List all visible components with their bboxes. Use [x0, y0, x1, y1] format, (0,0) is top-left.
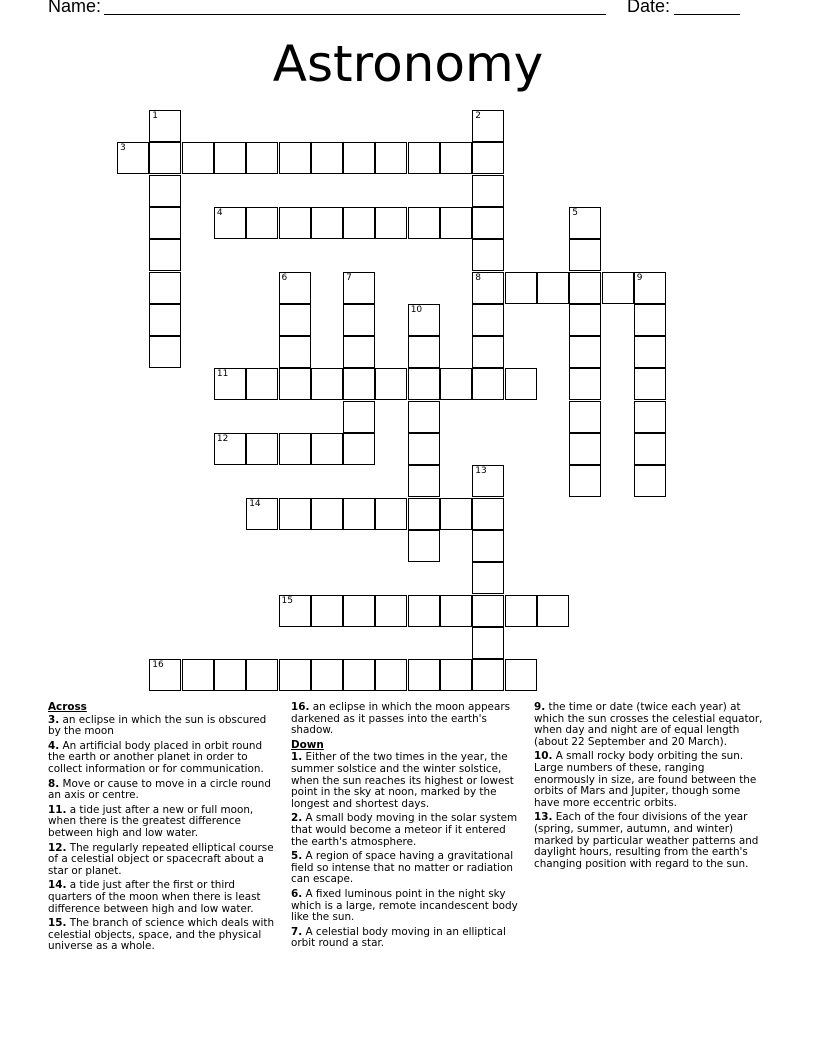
- grid-cell[interactable]: [279, 304, 311, 336]
- grid-cell[interactable]: [472, 304, 504, 336]
- grid-cell[interactable]: [279, 272, 311, 304]
- clue-down-9: 9. the time or date (twice each year) at which the sun crosses the celestial equator, when day and night are of equal length (about 22 September and 20 March).: [534, 701, 763, 748]
- clue-number: 3: [120, 143, 126, 154]
- clue-across-12: 12. The regularly repeated elliptical course of a celestial object or spacecraft about a star or planet.: [48, 841, 274, 877]
- grid-cell[interactable]: [149, 175, 181, 207]
- clue-number: 12: [216, 434, 229, 444]
- clue-down-7: 7. A celestial body moving in an elliptical orbit round a star.: [291, 925, 506, 950]
- grid-cell[interactable]: [408, 433, 440, 465]
- grid-cell[interactable]: [634, 465, 666, 497]
- grid-cell[interactable]: [408, 595, 440, 627]
- grid-cell[interactable]: [472, 562, 504, 594]
- grid-cell[interactable]: [408, 659, 440, 691]
- clue-number: 14: [249, 498, 261, 509]
- grid-cell[interactable]: [472, 272, 504, 304]
- grid-cell[interactable]: [246, 368, 278, 400]
- grid-cell[interactable]: [408, 465, 440, 497]
- grid-cell[interactable]: [408, 498, 440, 530]
- grid-cell[interactable]: [311, 595, 343, 627]
- clue-number: 8: [475, 272, 482, 283]
- grid-cell[interactable]: [246, 142, 278, 174]
- grid-cell[interactable]: [472, 110, 504, 142]
- grid-cell[interactable]: [149, 336, 181, 368]
- clue-across-4: 4. An artificial body placed in orbit round the earth or another planet in order to collect information or for communication.: [48, 739, 264, 775]
- grid-cell[interactable]: [375, 595, 407, 627]
- page-title: Astronomy: [272, 35, 544, 93]
- grid-cell[interactable]: [472, 659, 504, 691]
- grid-cell[interactable]: [311, 433, 343, 465]
- clue-number: 2: [475, 111, 482, 121]
- grid-cell[interactable]: [408, 368, 440, 400]
- grid-cell[interactable]: [634, 272, 666, 304]
- grid-cell[interactable]: [472, 498, 504, 530]
- grid-cell[interactable]: [569, 433, 601, 465]
- clue-across-3: 3. an eclipse in which the sun is obscured by the moon: [48, 713, 267, 738]
- clue-number: 9: [636, 272, 643, 283]
- clue-number: 16: [152, 660, 164, 671]
- grid-cell[interactable]: [343, 304, 375, 336]
- clue-number: 7: [346, 272, 352, 283]
- grid-cell[interactable]: [279, 498, 311, 530]
- grid-cell[interactable]: [311, 498, 343, 530]
- clue-down-10: 10. A small rocky body orbiting the sun. Large numbers of these, ranging enormously in size, are found between the orbits of Mars and Jupiter, though some have more eccentric orbits.: [534, 750, 757, 809]
- grid-cell[interactable]: [246, 659, 278, 691]
- grid-cell[interactable]: [472, 595, 504, 627]
- clue-number: 1: [152, 111, 159, 121]
- grid-cell[interactable]: [569, 336, 601, 368]
- grid-cell[interactable]: [375, 498, 407, 530]
- grid-cell[interactable]: [343, 272, 375, 304]
- grid-cell[interactable]: [343, 336, 375, 368]
- grid-cell[interactable]: [214, 368, 246, 400]
- grid-cell[interactable]: [343, 595, 375, 627]
- grid-cell[interactable]: [311, 368, 343, 400]
- grid-cell[interactable]: [634, 304, 666, 336]
- clue-across-11: 11. a tide just after a new or full moon, when there is the greatest difference between high and low water.: [48, 803, 254, 839]
- grid-cell[interactable]: [408, 401, 440, 433]
- grid-cell[interactable]: [149, 110, 181, 142]
- grid-cell[interactable]: [472, 142, 504, 174]
- grid-cell[interactable]: [472, 368, 504, 400]
- grid-cell[interactable]: [537, 272, 569, 304]
- grid-cell[interactable]: [279, 433, 311, 465]
- grid-cell[interactable]: [505, 659, 537, 691]
- grid-cell[interactable]: [440, 595, 472, 627]
- grid-cell[interactable]: [279, 207, 311, 239]
- grid-cell[interactable]: [472, 627, 504, 659]
- grid-cell[interactable]: [246, 433, 278, 465]
- grid-cell[interactable]: [440, 207, 472, 239]
- grid-cell[interactable]: [440, 142, 472, 174]
- clue-column-1: [48, 702, 280, 956]
- clue-column-2: [291, 702, 523, 953]
- grid-cell[interactable]: [505, 368, 537, 400]
- grid-cell[interactable]: [149, 304, 181, 336]
- grid-cell[interactable]: [472, 239, 504, 271]
- clue-number: 15: [281, 595, 293, 606]
- grid-cell[interactable]: [408, 336, 440, 368]
- grid-cell[interactable]: [375, 207, 407, 239]
- grid-cell[interactable]: [311, 207, 343, 239]
- grid-cell[interactable]: [472, 207, 504, 239]
- grid-cell[interactable]: [440, 659, 472, 691]
- clue-number: 13: [475, 466, 487, 477]
- grid-cell[interactable]: [408, 530, 440, 562]
- clue-number: 10: [410, 304, 423, 315]
- grid-cell[interactable]: [279, 142, 311, 174]
- grid-cell[interactable]: [569, 465, 601, 497]
- grid-cell[interactable]: [117, 142, 149, 174]
- grid-cell[interactable]: [569, 401, 601, 433]
- grid-cell[interactable]: [634, 401, 666, 433]
- grid-cell[interactable]: [375, 659, 407, 691]
- clue-number: 4: [216, 207, 223, 218]
- grid-cell[interactable]: [279, 659, 311, 691]
- across-heading: Across: [48, 701, 87, 713]
- grid-cell[interactable]: [343, 498, 375, 530]
- name-label: Name:: [48, 0, 102, 16]
- grid-cell[interactable]: [343, 401, 375, 433]
- grid-cell[interactable]: [472, 336, 504, 368]
- grid-cell[interactable]: [149, 659, 181, 691]
- clue-across-8: 8. Move or cause to move in a circle round an axis or centre.: [48, 777, 271, 802]
- clue-down-1: 1. Either of the two times in the year, the summer solstice and the winter solstice, when the sun reaches its highest or lowest point in the sky at noon, marked by the longest and shortest days.: [291, 751, 514, 810]
- grid-cell[interactable]: [472, 530, 504, 562]
- down-heading: Down: [291, 738, 324, 751]
- grid-cell[interactable]: [279, 368, 311, 400]
- grid-cell[interactable]: [569, 207, 601, 239]
- grid-cell[interactable]: [505, 595, 537, 627]
- grid-cell[interactable]: [569, 368, 601, 400]
- grid-cell[interactable]: [505, 272, 537, 304]
- grid-cell[interactable]: [343, 368, 375, 400]
- grid-cell[interactable]: [246, 498, 278, 530]
- grid-cell[interactable]: [602, 272, 634, 304]
- grid-cell[interactable]: [214, 142, 246, 174]
- grid-cell[interactable]: [343, 142, 375, 174]
- grid-cell[interactable]: [214, 659, 246, 691]
- grid-cell[interactable]: [246, 207, 278, 239]
- grid-cell[interactable]: [149, 239, 181, 271]
- clue-number: 5: [572, 207, 578, 218]
- grid-cell[interactable]: [375, 368, 407, 400]
- clue-down-5: 5. A region of space having a gravitational field so intense that no matter or radiation can escape.: [291, 850, 514, 886]
- date-label: Date:: [627, 0, 671, 16]
- grid-cell[interactable]: [569, 272, 601, 304]
- clue-down-2: 2. A small body moving in the solar system that would become a meteor if it entered the earth's atmosphere.: [291, 812, 518, 848]
- clue-across-16: 16. an eclipse in which the moon appears darkened as it passes into the earth's shadow.: [291, 701, 511, 737]
- grid-cell[interactable]: [634, 336, 666, 368]
- clue-number: 11: [216, 369, 229, 380]
- grid-cell[interactable]: [408, 207, 440, 239]
- grid-cell[interactable]: [311, 659, 343, 691]
- grid-cell[interactable]: [149, 207, 181, 239]
- grid-cell[interactable]: [311, 142, 343, 174]
- grid-cell[interactable]: [149, 142, 181, 174]
- grid-cell[interactable]: [472, 465, 504, 497]
- grid-cell[interactable]: [214, 433, 246, 465]
- grid-cell[interactable]: [149, 272, 181, 304]
- grid-cell[interactable]: [182, 659, 214, 691]
- clue-number: 6: [281, 272, 288, 283]
- grid-cell[interactable]: [343, 207, 375, 239]
- grid-cell[interactable]: [375, 142, 407, 174]
- clue-column-3: [534, 702, 766, 873]
- grid-cell[interactable]: [634, 433, 666, 465]
- clue-across-15: 15. The branch of science which deals with celestial objects, space, and the physical universe as a whole.: [48, 917, 275, 953]
- grid-cell[interactable]: [472, 175, 504, 207]
- clue-down-6: 6. A fixed luminous point in the night sky which is a large, remote incandescent body like the sun.: [291, 887, 518, 924]
- grid-cell[interactable]: [440, 498, 472, 530]
- grid-cell[interactable]: [634, 368, 666, 400]
- grid-cell[interactable]: [569, 304, 601, 336]
- grid-cell[interactable]: [343, 659, 375, 691]
- grid-cell[interactable]: [343, 433, 375, 465]
- grid-cell[interactable]: [279, 336, 311, 368]
- grid-cell[interactable]: [214, 207, 246, 239]
- grid-cell[interactable]: [182, 142, 214, 174]
- grid-cell[interactable]: [569, 239, 601, 271]
- grid-cell[interactable]: [408, 304, 440, 336]
- grid-cell[interactable]: [440, 368, 472, 400]
- grid-cell[interactable]: [279, 595, 311, 627]
- clue-across-14: 14. a tide just after the first or third quarters of the moon when there is least difference between high and low water.: [48, 879, 261, 915]
- clue-down-13: 13. Each of the four divisions of the year (spring, summer, autumn, and winter) marked by particular weather patterns and daylight hours, resulting from the earth's changing position with regard to the sun.: [534, 811, 759, 870]
- grid-cell[interactable]: [408, 142, 440, 174]
- grid-cell[interactable]: [537, 595, 569, 627]
